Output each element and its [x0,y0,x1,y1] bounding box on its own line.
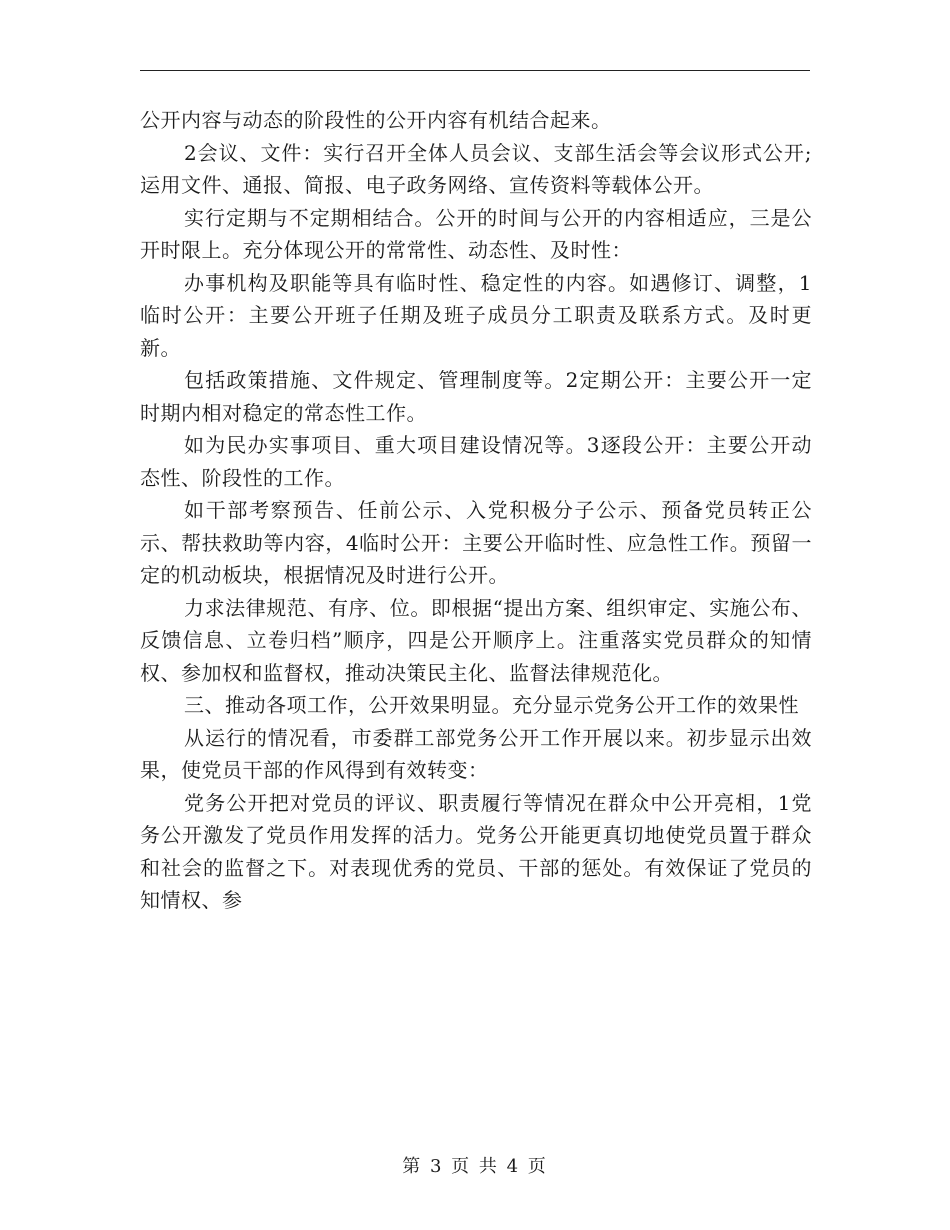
paragraph-7: 如干部考察预告、任前公示、入党积极分子公示、预备党员转正公示、帮扶救助等内容，4临时公开：主要公开临时性、应急性工作。预留一定的机动板块，根据情况及时进行公开。 [140,498,812,587]
page-number: 第 3 页 共 4 页 [402,1156,548,1177]
paragraph-4: 办事机构及职能等具有临时性、稳定性的内容。如遇修订、调整，1临时公开：主要公开班子任期及班子成员分工职责及联系方式。及时更新。 [140,270,812,360]
paragraph-2: 2会议、文件：实行召开全体人员会议、支部生活会等会议形式公开;运用文件、通报、简报、电子政务网络、宣传资料等载体公开。 [140,140,812,197]
paragraph-10: 从运行的情况看，市委群工部党务公开工作开展以来。初步显示出效果，使党员干部的作风得到有效转变： [140,725,812,782]
paragraph-3: 实行定期与不定期相结合。公开的时间与公开的内容相适应，三是公开时限上。充分体现公开的常常性、动态性、及时性： [140,205,812,262]
document-body [140,104,812,917]
paragraph-8: 力求法律规范、有序、位。即根据“提出方案、组织审定、实施公布、反馈信息、立卷归档”顺序，四是公开顺序上。注重落实党员群众的知情权、参加权和监督权，推动决策民主化、监督法律规范化。 [140,595,812,685]
paragraph-1: 公开内容与动态的阶段性的公开内容有机结合起来。 [140,108,612,132]
paragraph-5: 包括政策措施、文件规定、管理制度等。2定期公开：主要公开一定时期内相对稳定的常态性工作。 [140,368,812,425]
header-rule [140,70,810,71]
paragraph-6: 如为民办实事项目、重大项目建设情况等。3逐段公开：主要公开动态性、阶段性的工作。 [140,433,812,490]
paragraph-9: 三、推动各项工作，公开效果明显。充分显示党务公开工作的效果性 [184,693,799,717]
paragraph-11: 党务公开把对党员的评议、职责履行等情况在群众中公开亮相，1党务公开激发了党员作用发挥的活力。党务公开能更真切地使党员置于群众和社会的监督之下。对表现优秀的党员、干部的惩处。有效保证了党员的知情权、参 [140,790,812,912]
